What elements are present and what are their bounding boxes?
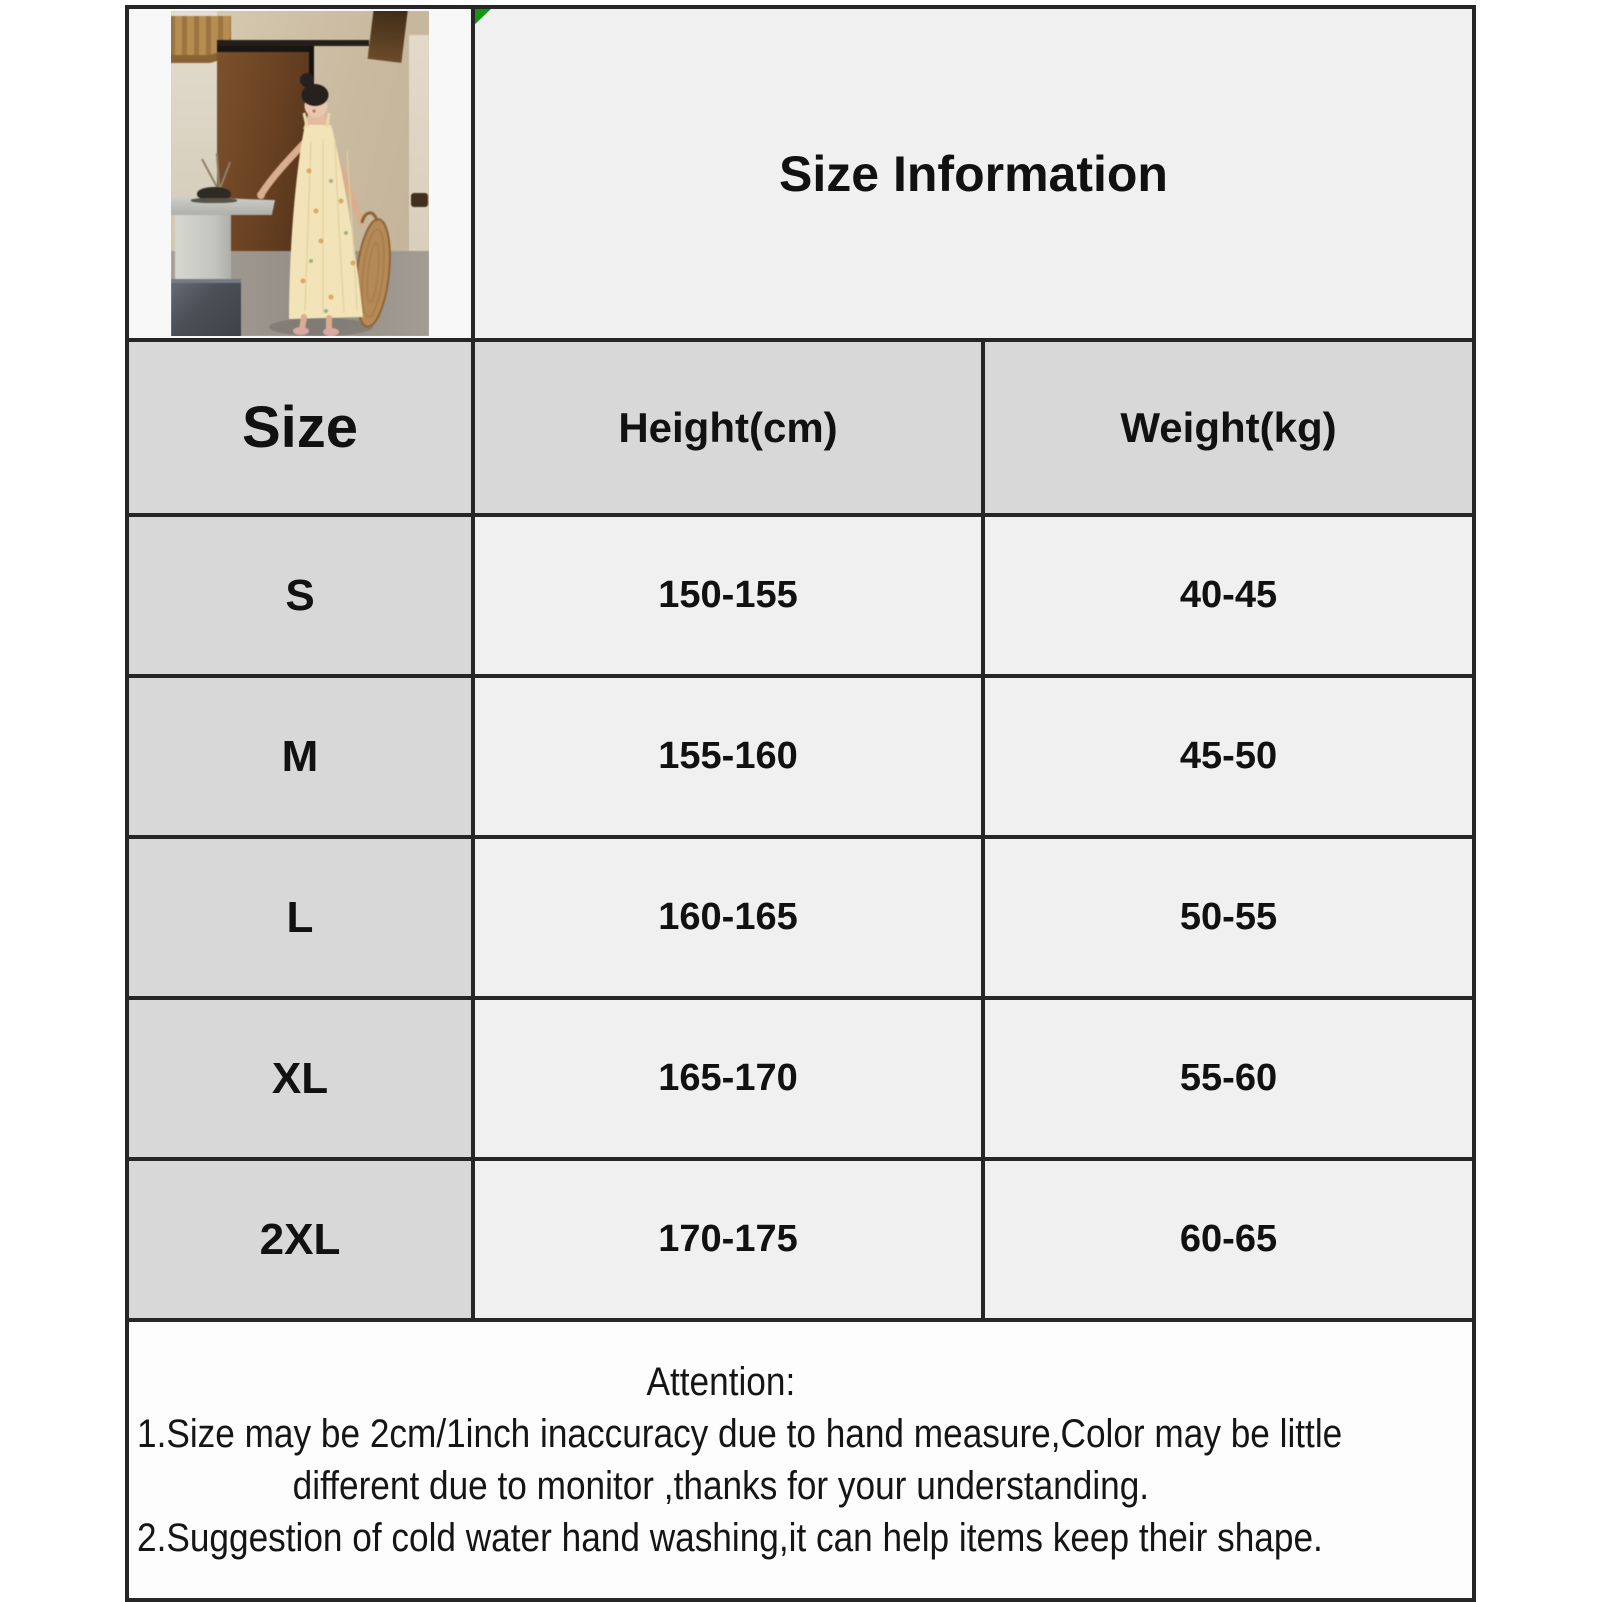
- title-cell: [473, 7, 1474, 340]
- product-photo-cell: [127, 7, 473, 340]
- height-value: 165-170: [473, 998, 983, 1159]
- size-chart-sheet: [125, 5, 1472, 1602]
- weight-value: 40-45: [983, 515, 1474, 676]
- size-table: [125, 5, 1476, 1602]
- size-label: XL: [127, 998, 473, 1159]
- attention-line-1: 1.Size may be 2cm/1inch inaccuracy due to hand measure,Color may be little: [137, 1412, 1343, 1456]
- table-row-l: [127, 837, 1474, 998]
- cell-corner-marker-icon: [473, 7, 495, 24]
- photo-scene: [171, 11, 429, 336]
- lips: [312, 109, 315, 112]
- height-value: 170-175: [473, 1159, 983, 1320]
- table-row-m: [127, 676, 1474, 837]
- attention-heading: Attention:: [646, 1360, 796, 1404]
- hair: [302, 84, 329, 106]
- size-label: L: [127, 837, 473, 998]
- column-header-height: Height(cm): [473, 340, 983, 515]
- column-header-size: Size: [127, 340, 473, 515]
- column-header-weight: Weight(kg): [983, 340, 1474, 515]
- height-value: 160-165: [473, 837, 983, 998]
- height-value: 155-160: [473, 676, 983, 837]
- floor-shadow: [269, 318, 373, 336]
- size-label: S: [127, 515, 473, 676]
- weight-value: 60-65: [983, 1159, 1474, 1320]
- hair-bun: [300, 73, 314, 87]
- dress-strap: [327, 113, 329, 127]
- table-row-xl: [127, 998, 1474, 1159]
- attention-note: [127, 1320, 1474, 1600]
- height-value: 150-155: [473, 515, 983, 676]
- attention-line-3: 2.Suggestion of cold water hand washing,it can help items keep their shape.: [137, 1516, 1323, 1560]
- hand: [257, 191, 265, 199]
- page-title: Size Information: [779, 145, 1168, 202]
- weight-value: 50-55: [983, 837, 1474, 998]
- table-row-2xl: [127, 1159, 1474, 1320]
- weight-value: 55-60: [983, 998, 1474, 1159]
- size-label: M: [127, 676, 473, 837]
- table-row-s: [127, 515, 1474, 676]
- size-label: 2XL: [127, 1159, 473, 1320]
- product-photo: [171, 11, 429, 336]
- model-figure: [171, 11, 429, 336]
- weight-value: 45-50: [983, 676, 1474, 837]
- attention-line-2: different due to monitor ,thanks for your understanding.: [292, 1464, 1150, 1508]
- sandal: [293, 327, 309, 335]
- sandal: [323, 328, 339, 336]
